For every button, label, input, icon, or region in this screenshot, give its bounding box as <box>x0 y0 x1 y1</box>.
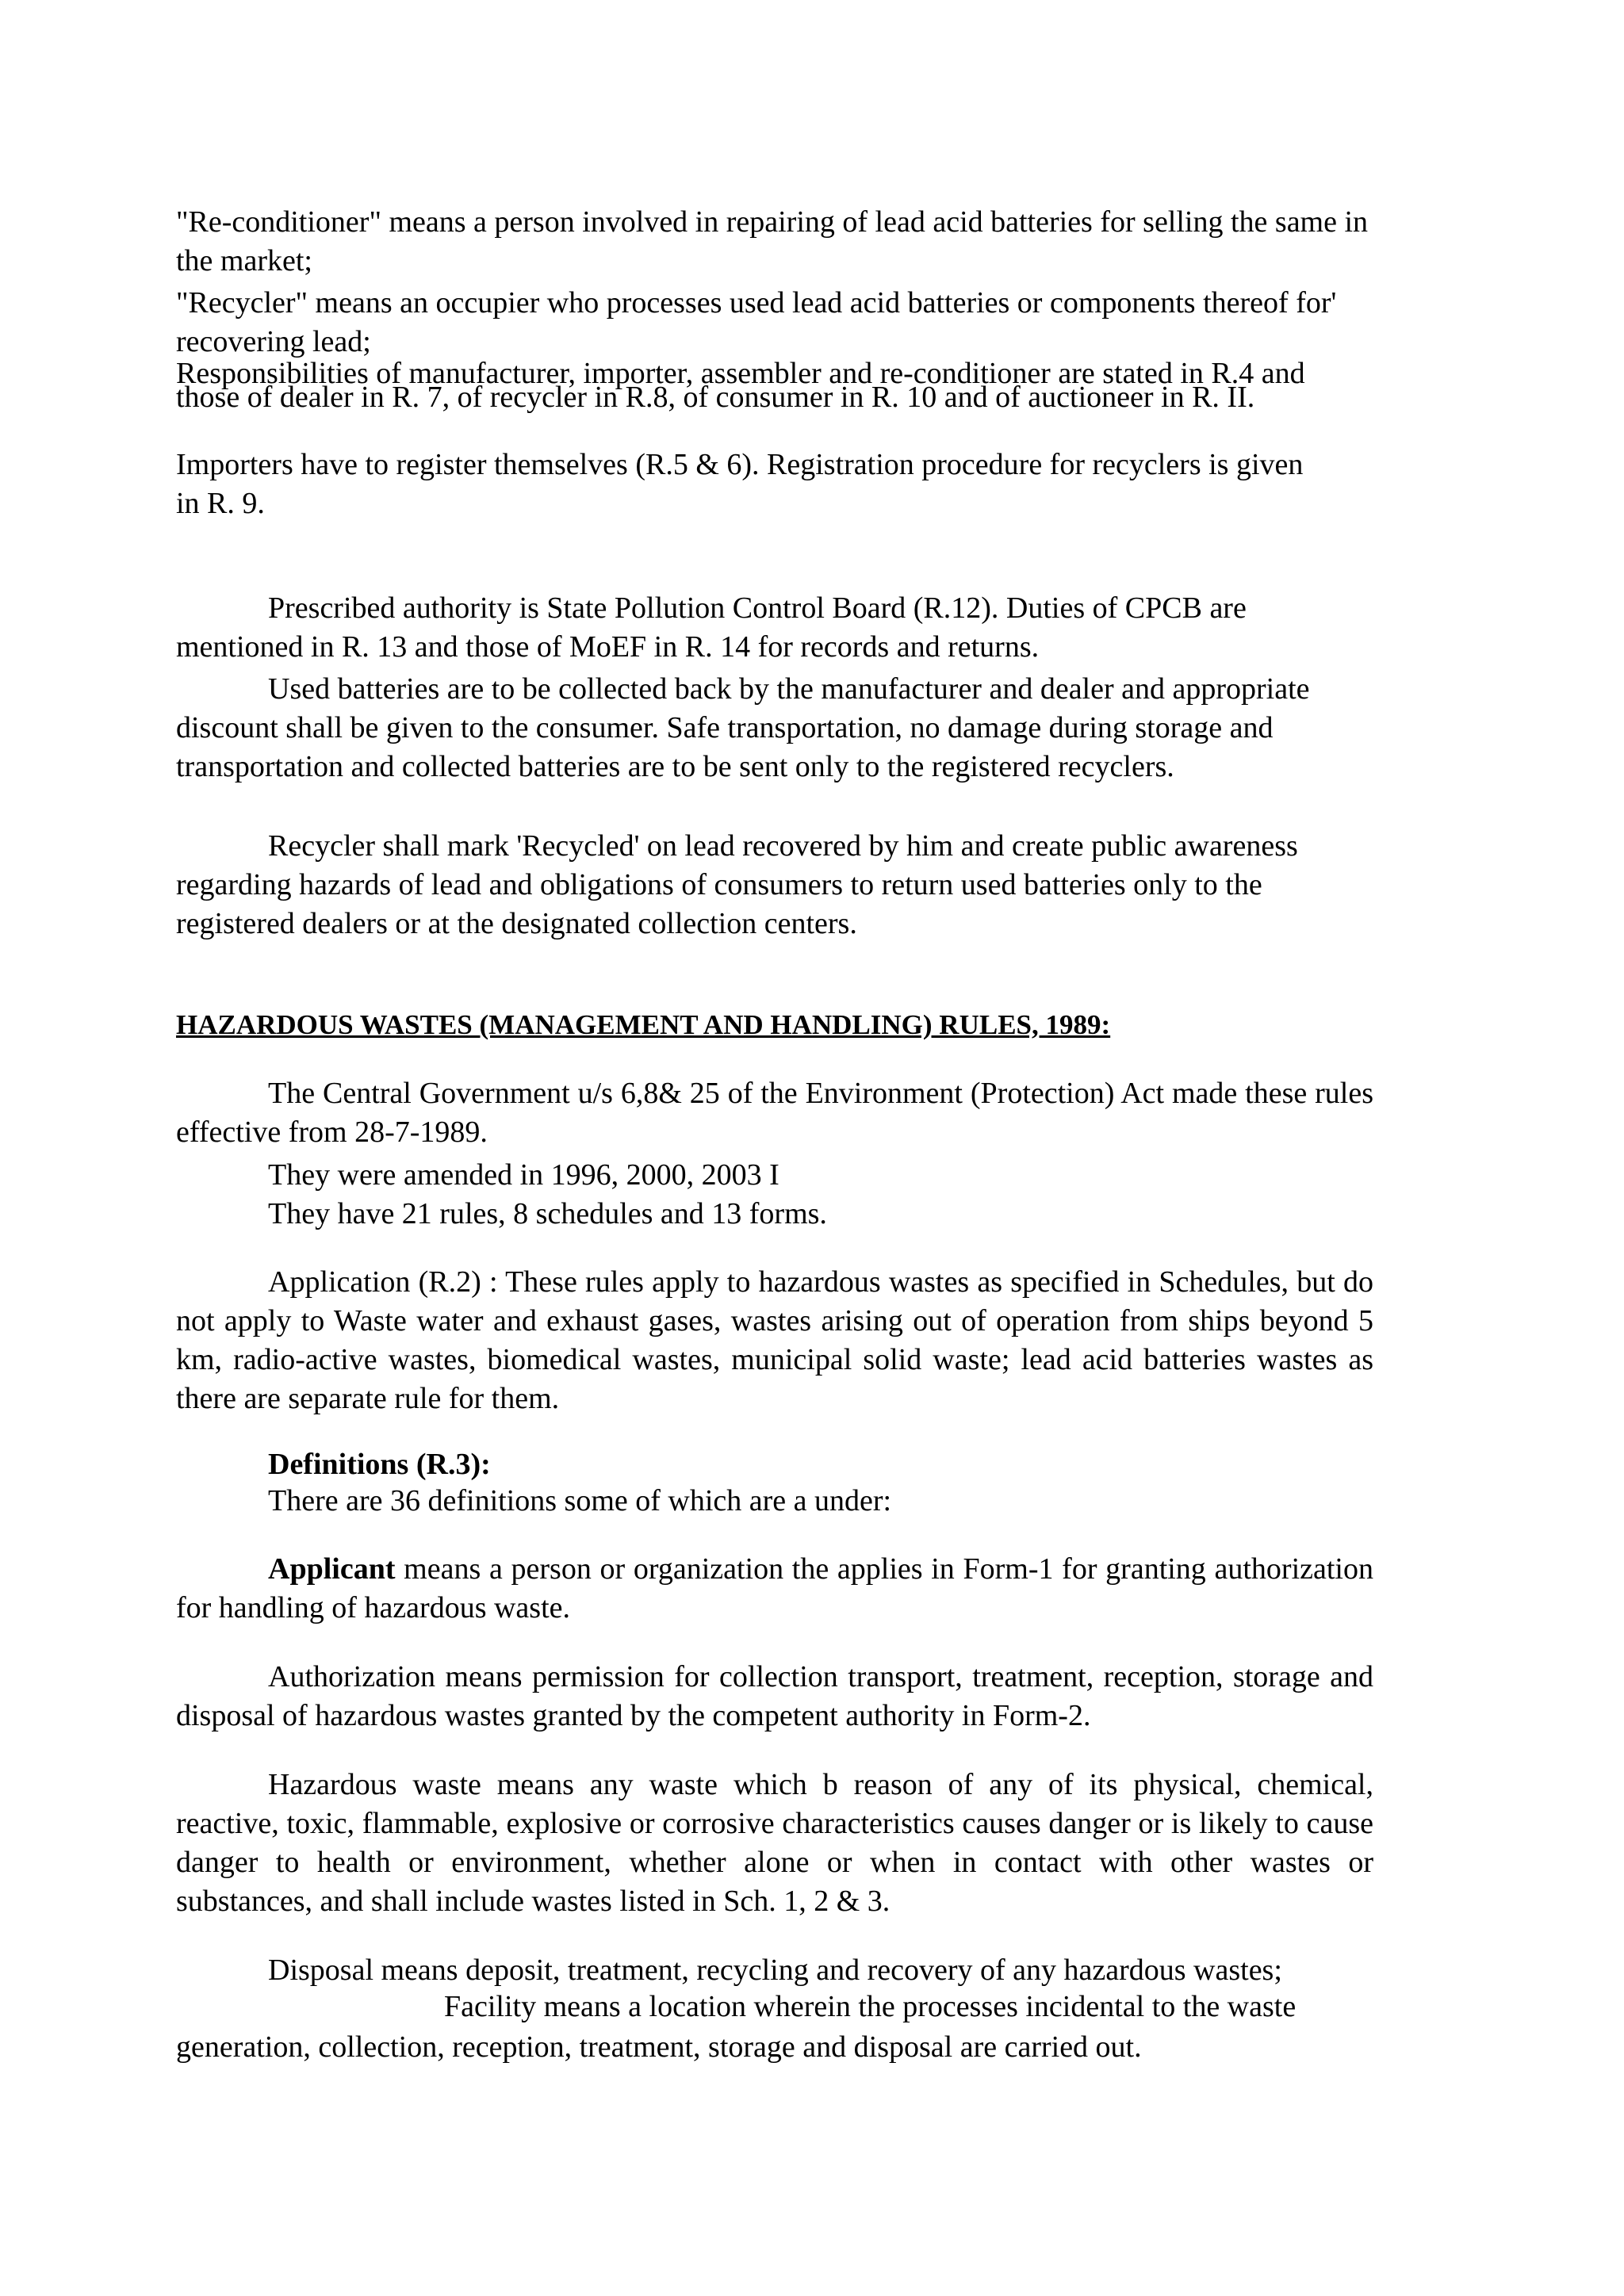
hazardous-waste-definition: Hazardous waste means any waste which b reason of any of its physical, chemical, reactive, toxic, flammable, explosive or corrosive characteristics causes danger or is likely to cause danger to health or environment, whether alone or when in contact with other wastes or substances, and shall include wastes listed in Sch. 1, 2 & 3. <box>176 1768 1373 1918</box>
amended-line: They were amended in 1996, 2000, 2003 I <box>268 1158 779 1192</box>
disposal-definition: Disposal means deposit, treatment, recycling and recovery of any hazardous wastes; <box>268 1954 1282 1987</box>
applicant-definition <box>176 1550 1373 1628</box>
used-batteries-paragraph: Used batteries are to be collected back by the manufacturer and dealer and appropriate discount shall be given to the consumer. Safe transportation, no damage during storage and transportation and collected batteries are to be sent only to the registered recyclers. <box>176 672 1310 783</box>
definitions-intro: There are 36 definitions some of which are a under: <box>268 1484 892 1517</box>
application-paragraph: Application (R.2) : These rules apply to hazardous wastes as specified in Schedules, but do not apply to Waste water and exhaust gases, wastes arising out of operation from ships beyond 5 km, radio-active wastes, biomedical wastes, municipal solid waste; lead acid batteries wastes as there are separate rule for them. <box>176 1265 1373 1415</box>
recycler-definition: "Recycler" means an occupier who processes used lead acid batteries or components thereof for' recovering lead; <box>176 286 1337 358</box>
facility-definition-line2: generation, collection, reception, treatment, storage and disposal are carried out. <box>176 2030 1142 2064</box>
importers-paragraph: Importers have to register themselves (R.5 & 6). Registration procedure for recyclers is given in R. 9. <box>176 448 1304 520</box>
responsibilities-paragraph: Responsibilities of manufacturer, importer, assembler and re-conditioner are stated in R.4 and those of dealer in R. 7, of recycler in R.8, of consumer in R. 10 and of auctioneer in R. II. <box>176 357 1305 414</box>
definitions-heading: Definitions (R.3): <box>268 1448 491 1481</box>
applicant-text: means a person or organization the applies in Form-1 for granting authorization for handling of hazardous waste. <box>176 1552 1373 1624</box>
central-government-paragraph: The Central Government u/s 6,8& 25 of the Environment (Protection) Act made these rules effective from 28-7-1989. <box>176 1077 1373 1149</box>
prescribed-authority-paragraph: Prescribed authority is State Pollution Control Board (R.12). Duties of CPCB are mentioned in R. 13 and those of MoEF in R. 14 for records and returns. <box>176 591 1247 664</box>
recycler-mark-paragraph: Recycler shall mark 'Recycled' on lead recovered by him and create public awareness regarding hazards of lead and obligations of consumers to return used batteries only to the registered dealers or at the designated collection centers. <box>176 829 1298 940</box>
hazardous-wastes-heading: HAZARDOUS WASTES (MANAGEMENT AND HANDLING) RULES, 1989: <box>176 1009 1111 1040</box>
applicant-term: Applicant <box>268 1552 396 1586</box>
rules-count-line: They have 21 rules, 8 schedules and 13 forms. <box>268 1197 827 1230</box>
authorization-definition: Authorization means permission for collection transport, treatment, reception, storage and disposal of hazardous wastes granted by the competent authority in Form-2. <box>176 1660 1373 1732</box>
facility-definition-line1: Facility means a location wherein the processes incidental to the waste <box>444 1990 1297 2023</box>
reconditioner-definition: "Re-conditioner" means a person involved in repairing of lead acid batteries for selling the same in the market; <box>176 205 1369 277</box>
